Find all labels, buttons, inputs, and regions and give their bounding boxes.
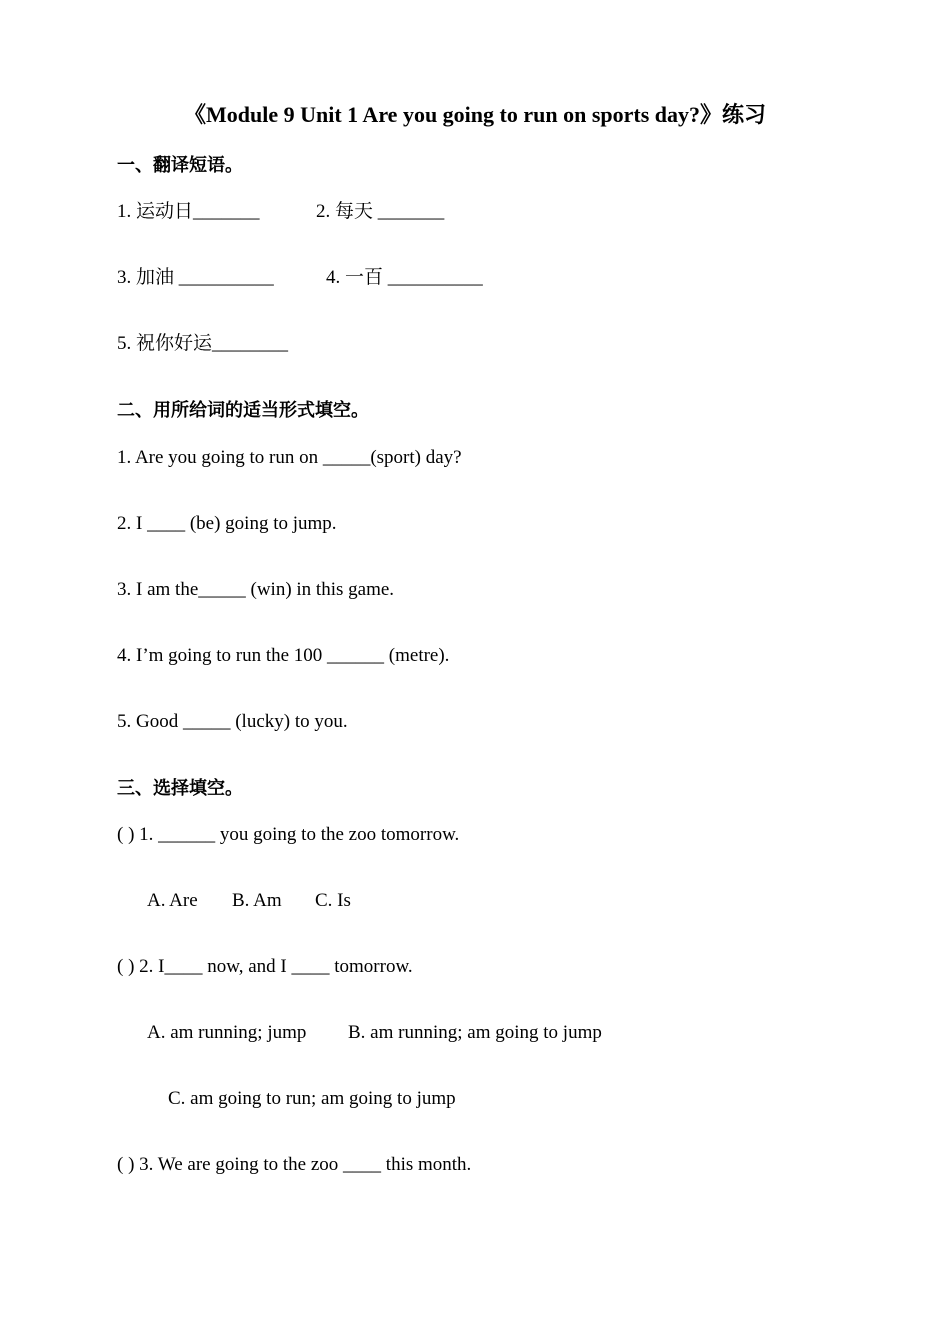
q1-option-a: A. Are bbox=[147, 890, 198, 911]
fill-blank-item-4: 4. I’m going to run the 100 ______ (metre). bbox=[117, 645, 450, 666]
choice-question-2: ( ) 2. I____ now, and I ____ tomorrow. bbox=[117, 956, 413, 977]
translation-item-2: 2. 每天 _______ bbox=[316, 201, 445, 222]
q2-option-c: C. am going to run; am going to jump bbox=[168, 1088, 456, 1109]
section-1-heading: 一、翻译短语。 bbox=[117, 155, 243, 176]
fill-blank-item-5: 5. Good _____ (lucky) to you. bbox=[117, 711, 348, 732]
translation-item-5: 5. 祝你好运________ bbox=[117, 333, 289, 354]
fill-blank-item-1: 1. Are you going to run on _____(sport) day? bbox=[117, 447, 462, 468]
translation-item-3: 3. 加油 __________ bbox=[117, 267, 274, 288]
fill-blank-item-2: 2. I ____ (be) going to jump. bbox=[117, 513, 337, 534]
q1-option-c: C. Is bbox=[315, 890, 351, 911]
translation-item-4: 4. 一百 __________ bbox=[326, 267, 483, 288]
choice-question-1: ( ) 1. ______ you going to the zoo tomorrow. bbox=[117, 824, 460, 845]
translation-item-1: 1. 运动日_______ bbox=[117, 201, 260, 222]
q1-option-b: B. Am bbox=[232, 890, 282, 911]
section-2-heading: 二、用所给词的适当形式填空。 bbox=[117, 400, 369, 421]
q2-option-a: A. am running; jump bbox=[147, 1022, 307, 1043]
fill-blank-item-3: 3. I am the_____ (win) in this game. bbox=[117, 579, 395, 600]
section-3-heading: 三、选择填空。 bbox=[117, 778, 243, 799]
q2-option-b: B. am running; am going to jump bbox=[348, 1022, 602, 1043]
choice-question-3: ( ) 3. We are going to the zoo ____ this month. bbox=[117, 1154, 472, 1175]
worksheet-title: 《Module 9 Unit 1 Are you going to run on sports day?》练习 bbox=[183, 102, 767, 127]
